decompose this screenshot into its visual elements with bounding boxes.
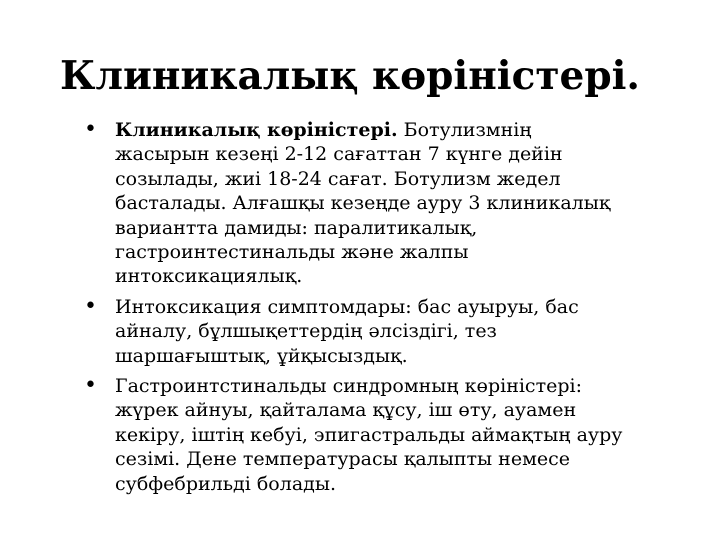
bullet-list	[84, 118, 624, 502]
bullet-lead: Клиникалық көріністері.	[115, 119, 398, 141]
bullet-dot-icon: •	[84, 293, 97, 319]
bullet-text: Гастроинтстинальды синдромның көріністері: жүрек айнуы, қайталама құсу, іш өту, ауамен кекіру, іштің кебуі, эпигастральды аймақтың ауру сезімі. Дене температурасы қалыпты немесе субфебрильді болады.	[115, 375, 623, 495]
bullet-item-2	[84, 295, 624, 368]
slide-title: Клиникалық көріністері.	[59, 53, 640, 99]
bullet-item-1	[84, 118, 624, 289]
bullet-text: Ботулизмнің жасырын кезеңі 2-12 сағаттан 7 күнге дейін созылады, жиі 18-24 сағат. Ботулизм жедел басталады. Алғашқы кезеңде ауру 3 клиникалық вариантта дамиды: паралитикалық, гастроинтестинальды және жалпы интоксикациялық.	[115, 119, 611, 288]
bullet-dot-icon: •	[84, 373, 97, 399]
bullet-item-3	[84, 374, 624, 496]
bullet-text: Интоксикация симптомдары: бас ауыруы, бас айналу, бұлшықеттердің әлсіздігі, тез шаршағыштық, ұйқысыздық.	[115, 295, 579, 367]
bullet-dot-icon: •	[84, 117, 97, 142]
